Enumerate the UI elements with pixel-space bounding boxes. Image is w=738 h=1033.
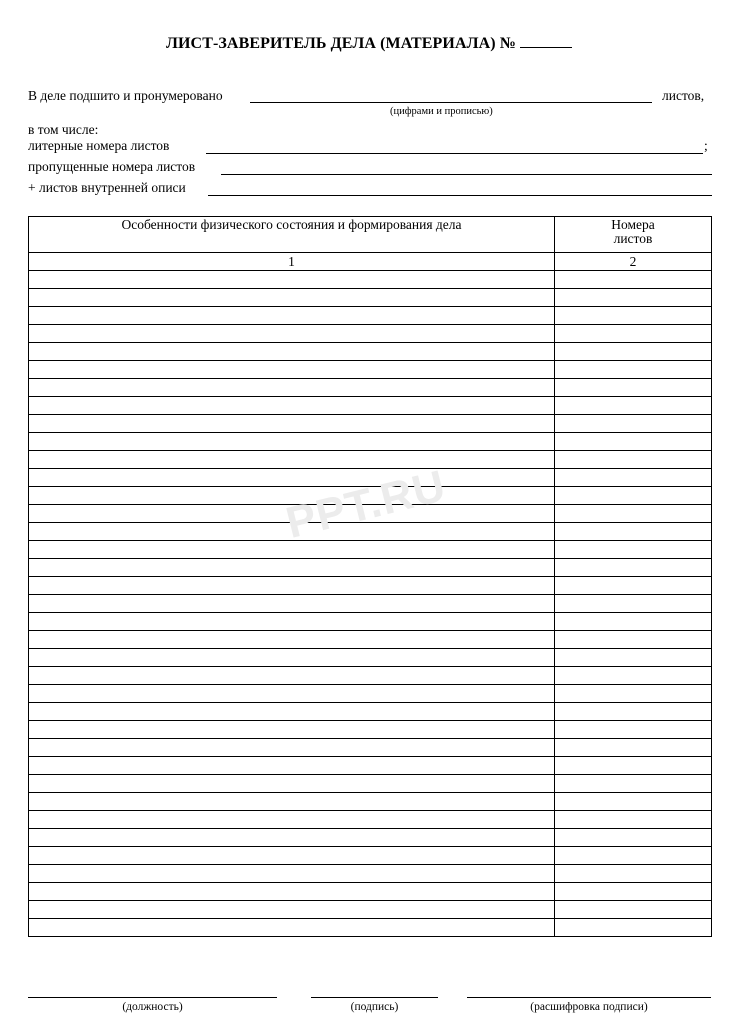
sheet-number-cell[interactable] (555, 883, 712, 901)
feature-cell[interactable] (29, 775, 555, 793)
sheet-number-cell[interactable] (555, 739, 712, 757)
col2-header: Номера листов (555, 217, 712, 253)
feature-cell[interactable] (29, 289, 555, 307)
table-row (29, 847, 712, 865)
sewn-pages-hint: (цифрами и прописью) (390, 106, 493, 117)
feature-cell[interactable] (29, 667, 555, 685)
feature-cell[interactable] (29, 649, 555, 667)
table-row (29, 577, 712, 595)
feature-cell[interactable] (29, 595, 555, 613)
table-row (29, 433, 712, 451)
table-row (29, 325, 712, 343)
sheet-number-cell[interactable] (555, 919, 712, 937)
feature-cell[interactable] (29, 541, 555, 559)
sheet-number-cell[interactable] (555, 433, 712, 451)
sheet-number-cell[interactable] (555, 901, 712, 919)
table-row (29, 559, 712, 577)
feature-cell[interactable] (29, 559, 555, 577)
table-row (29, 919, 712, 937)
sheet-number-cell[interactable] (555, 469, 712, 487)
feature-cell[interactable] (29, 487, 555, 505)
feature-cell[interactable] (29, 271, 555, 289)
sewn-pages-label: В деле подшито и пронумеровано (28, 88, 223, 103)
physical-state-table (28, 216, 712, 937)
feature-cell[interactable] (29, 397, 555, 415)
table-row (29, 397, 712, 415)
sheet-number-cell[interactable] (555, 613, 712, 631)
table-row (29, 271, 712, 289)
col1-number: 1 (29, 253, 555, 271)
table-row (29, 757, 712, 775)
document-title (0, 33, 738, 53)
title-number-field[interactable] (520, 33, 572, 48)
table-row (29, 379, 712, 397)
table-row (29, 469, 712, 487)
position-line[interactable] (28, 997, 277, 998)
table-row (29, 721, 712, 739)
feature-cell[interactable] (29, 721, 555, 739)
sheet-number-cell[interactable] (555, 343, 712, 361)
sheet-number-cell[interactable] (555, 325, 712, 343)
sheet-number-cell[interactable] (555, 829, 712, 847)
sheet-number-cell[interactable] (555, 865, 712, 883)
table-row (29, 523, 712, 541)
table-row (29, 487, 712, 505)
feature-cell[interactable] (29, 415, 555, 433)
sheet-number-cell[interactable] (555, 523, 712, 541)
table-row (29, 451, 712, 469)
signature-line[interactable] (311, 997, 438, 998)
feature-cell[interactable] (29, 739, 555, 757)
feature-cell[interactable] (29, 865, 555, 883)
sheet-number-cell[interactable] (555, 703, 712, 721)
table-row (29, 667, 712, 685)
inner-inventory-label: + листов внутренней описи (28, 180, 186, 195)
table-row (29, 595, 712, 613)
including-label: в том числе: (28, 122, 99, 137)
letter-numbers-end: ; (704, 138, 708, 153)
sheet-number-cell[interactable] (555, 541, 712, 559)
decoding-label: (расшифровка подписи) (530, 1001, 648, 1013)
table-row (29, 415, 712, 433)
feature-cell[interactable] (29, 523, 555, 541)
sheet-number-cell[interactable] (555, 793, 712, 811)
inner-inventory-field[interactable] (208, 195, 712, 196)
sheet-number-cell[interactable] (555, 775, 712, 793)
feature-cell[interactable] (29, 685, 555, 703)
table-row (29, 775, 712, 793)
table-row (29, 703, 712, 721)
letter-numbers-field[interactable] (206, 153, 703, 154)
feature-cell[interactable] (29, 433, 555, 451)
table-row (29, 613, 712, 631)
col2-number: 2 (555, 253, 712, 271)
watermark: PPT.RU (281, 461, 451, 548)
feature-cell[interactable] (29, 613, 555, 631)
feature-cell[interactable] (29, 469, 555, 487)
feature-cell[interactable] (29, 325, 555, 343)
col1-header: Особенности физического состояния и формирования дела (29, 217, 555, 253)
feature-cell[interactable] (29, 829, 555, 847)
table-number-row (29, 253, 712, 271)
table-row (29, 649, 712, 667)
feature-cell[interactable] (29, 379, 555, 397)
sheet-number-cell[interactable] (555, 757, 712, 775)
feature-cell[interactable] (29, 901, 555, 919)
sheet-number-cell[interactable] (555, 505, 712, 523)
feature-cell[interactable] (29, 343, 555, 361)
sheet-number-cell[interactable] (555, 595, 712, 613)
table-row (29, 739, 712, 757)
table-row (29, 361, 712, 379)
table-row (29, 811, 712, 829)
sheet-number-cell[interactable] (555, 721, 712, 739)
table-row (29, 541, 712, 559)
feature-cell[interactable] (29, 451, 555, 469)
sheet-number-cell[interactable] (555, 559, 712, 577)
table-row (29, 631, 712, 649)
table-header-row (29, 217, 712, 253)
feature-cell[interactable] (29, 847, 555, 865)
sheet-number-cell[interactable] (555, 811, 712, 829)
table-row (29, 307, 712, 325)
sheet-number-cell[interactable] (555, 307, 712, 325)
missed-numbers-field[interactable] (221, 174, 712, 175)
table-row (29, 505, 712, 523)
feature-cell[interactable] (29, 883, 555, 901)
feature-cell[interactable] (29, 811, 555, 829)
sheet-number-cell[interactable] (555, 271, 712, 289)
pages-suffix: листов, (662, 88, 705, 103)
sheet-number-cell[interactable] (555, 577, 712, 595)
feature-cell[interactable] (29, 361, 555, 379)
sheet-number-cell[interactable] (555, 685, 712, 703)
sheet-number-cell[interactable] (555, 649, 712, 667)
sheet-number-cell[interactable] (555, 361, 712, 379)
missed-numbers-label: пропущенные номера листов (28, 159, 196, 174)
feature-cell[interactable] (29, 757, 555, 775)
sheet-number-cell[interactable] (555, 397, 712, 415)
feature-cell[interactable] (29, 307, 555, 325)
table-row (29, 901, 712, 919)
table-row (29, 793, 712, 811)
sewn-pages-field[interactable] (250, 102, 652, 103)
feature-cell[interactable] (29, 919, 555, 937)
table-row (29, 883, 712, 901)
feature-cell[interactable] (29, 577, 555, 595)
table-row (29, 343, 712, 361)
title-text: ЛИСТ-ЗАВЕРИТЕЛЬ ДЕЛА (МАТЕРИАЛА) № (165, 35, 517, 52)
feature-cell[interactable] (29, 631, 555, 649)
feature-cell[interactable] (29, 793, 555, 811)
table-row (29, 289, 712, 307)
table-row (29, 829, 712, 847)
letter-numbers-label: литерные номера листов (28, 138, 170, 153)
decoding-line[interactable] (467, 997, 711, 998)
feature-cell[interactable] (29, 703, 555, 721)
position-label: (должность) (122, 1001, 183, 1013)
sheet-number-cell[interactable] (555, 847, 712, 865)
signature-label: (подпись) (350, 1001, 399, 1013)
feature-cell[interactable] (29, 505, 555, 523)
sheet-number-cell[interactable] (555, 667, 712, 685)
sheet-number-cell[interactable] (555, 487, 712, 505)
sheet-number-cell[interactable] (555, 379, 712, 397)
table-row (29, 685, 712, 703)
sheet-number-cell[interactable] (555, 289, 712, 307)
table-row (29, 865, 712, 883)
sheet-number-cell[interactable] (555, 631, 712, 649)
sheet-number-cell[interactable] (555, 451, 712, 469)
sheet-number-cell[interactable] (555, 415, 712, 433)
